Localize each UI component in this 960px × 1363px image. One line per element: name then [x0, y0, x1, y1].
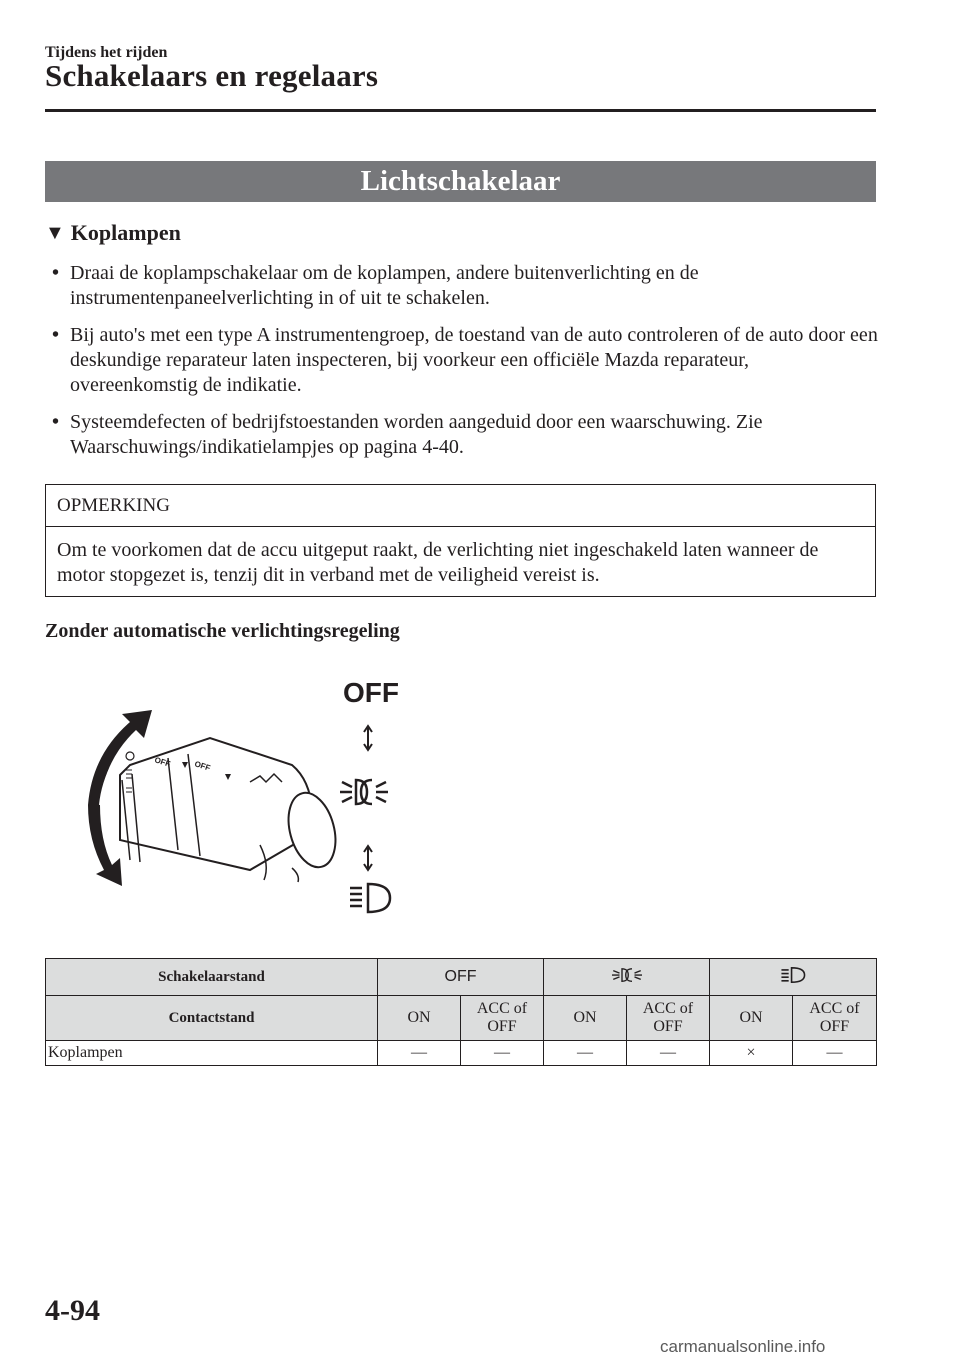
parking-light-icon: [340, 780, 388, 804]
light-switch-illustration: [60, 670, 420, 940]
section-title: Schakelaars en regelaars: [45, 58, 379, 93]
subheading-text: Koplampen: [70, 220, 181, 245]
triangle-marker-icon: ▼: [45, 221, 65, 244]
lever-off-text-1: OFF: [153, 755, 172, 769]
table-cell: —: [378, 1041, 461, 1066]
headlight-icon: [350, 884, 390, 912]
lever-off-text-2: OFF: [193, 759, 212, 773]
table-cell: —: [461, 1041, 544, 1066]
lever-icon: [120, 738, 343, 882]
headlight-position-cell: [710, 959, 877, 996]
table-cell: —: [793, 1041, 877, 1066]
figure-caption: Zonder automatische verlichtingsregeling: [45, 620, 400, 642]
header-rule: [45, 109, 876, 112]
parking-position-cell: [544, 959, 710, 996]
table-cell: ON: [378, 996, 461, 1041]
table-row: [46, 996, 877, 1041]
table-cell: ON: [710, 996, 793, 1041]
note-box: [45, 484, 876, 597]
headlight-icon: [780, 965, 806, 985]
bullet-icon: •: [52, 324, 60, 346]
watermark: carmanualsonline.info: [660, 1337, 826, 1356]
topic-banner: Lichtschakelaar: [45, 161, 876, 202]
table-cell: ACC of OFF: [461, 996, 544, 1041]
table-cell: ON: [544, 996, 627, 1041]
list-item: • Bij auto's met een type A instrumentengroep, de toestand van de auto controleren of de auto door een deskundige reparateur laten inspecteren, bij voorkeur een officiële Mazda reparateur, overeenkomstig de indikatie.: [52, 324, 878, 396]
bullet-icon: •: [52, 411, 60, 433]
bullet-icon: •: [52, 262, 60, 284]
note-title: OPMERKING: [46, 485, 875, 527]
table-cell: ×: [710, 1041, 793, 1066]
page-number: 4-94: [45, 1294, 100, 1327]
list-item: • Draai de koplampschakelaar om de koplampen, andere buitenverlichting en de instrumentenpaneelverlichting in of uit te schakelen.: [52, 262, 699, 309]
table-row: [46, 959, 877, 996]
table-cell: ACC of OFF: [793, 996, 877, 1041]
bullet-list: [45, 261, 880, 472]
subheading: [45, 220, 181, 246]
up-down-arrow-icon: [364, 846, 372, 870]
running-title: Tijdens het rijden: [45, 44, 168, 61]
table-header-cell: Contactstand: [46, 996, 378, 1041]
parking-light-icon: [612, 965, 642, 985]
off-position-cell: OFF: [378, 959, 544, 996]
table-cell: ACC of OFF: [627, 996, 710, 1041]
switch-position-table: [45, 958, 877, 1066]
table-cell: —: [627, 1041, 710, 1066]
table-header-cell: Schakelaarstand: [46, 959, 378, 996]
list-item: • Systeemdefecten of bedrijfstoestanden worden aangeduid door een waarschuwing. Zie Waarschuwings/indikatielampjes op pagina 4-40.: [52, 411, 763, 458]
table-row-label: Koplampen: [46, 1041, 378, 1066]
off-position-label: OFF: [343, 677, 399, 708]
table-row: [46, 1041, 877, 1066]
up-down-arrow-icon: [364, 726, 372, 750]
note-text: Om te voorkomen dat de accu uitgeput raakt, de verlichting niet ingeschakeld laten wanneer de motor stopgezet is, tenzij dit in verband met de veiligheid vereist is.: [57, 539, 819, 586]
table-cell: —: [544, 1041, 627, 1066]
